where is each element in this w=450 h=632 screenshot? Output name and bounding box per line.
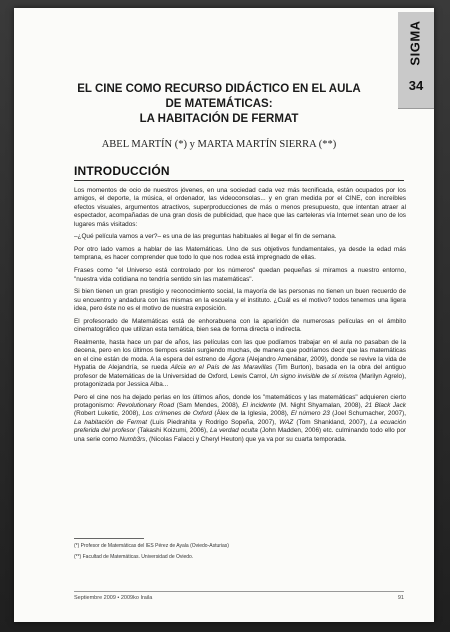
- page-number: 91: [397, 595, 404, 601]
- paragraph-text: (Sam Mendes, 2008),: [174, 402, 243, 410]
- paragraph-text: (Takashi Koizumi, 2006),: [135, 427, 210, 435]
- film-title: Revolutionary Road: [117, 402, 175, 410]
- film-title: La verdad oculta: [209, 427, 258, 435]
- film-title: WAZ: [279, 418, 294, 426]
- article-title-line: EL CINE COMO RECURSO DIDÁCTICO EN EL AULA: [77, 83, 361, 95]
- document-page: [14, 8, 434, 622]
- article-title: [74, 82, 364, 127]
- body-paragraph: [74, 233, 406, 241]
- film-title: Numb3rs: [119, 435, 146, 443]
- paragraph-text: (Robert Luketic, 2008),: [74, 410, 143, 418]
- paragraph-text: Frases como "el Universo está controlado por los números" quedan pequeñas si miramos a nuestro entorno, "nuestra vida cotidiana no tendría sentido sin las matemáticas".: [74, 267, 406, 283]
- body-paragraph: [74, 394, 406, 444]
- paragraph-text: Por otro lado vamos a hablar de las Matemáticas. Uno de sus objetivos fundamentales, ya desde la edad más temprana, es hacer comprender que todo lo que nos rodea está impregnado de ellas.: [74, 246, 406, 262]
- body-paragraph: [74, 288, 406, 313]
- film-title: Los crímenes de Oxford: [142, 410, 213, 418]
- paragraph-text: (Tom Shankland, 2007),: [293, 418, 371, 426]
- section-heading: INTRODUCCIÓN: [74, 164, 170, 178]
- film-title: Alicia en el País de las Maravillas: [170, 364, 273, 372]
- footer-rule: [74, 591, 404, 592]
- paragraph-text: (Alejandro Amenábar, 2009), donde se revive la vida de Hypatia de Alejandría, se rueda: [74, 355, 406, 372]
- film-title: La habitación de Fermat: [74, 418, 148, 426]
- paragraph-text: El profesorado de Matemáticas está de enhorabuena con la aparición de numerosas películas en el ámbito cinematográfico que utilizan esta temática, bien sea de forma directa o indirecta.: [74, 317, 406, 334]
- body-paragraph: [74, 187, 406, 229]
- article-title-line: DE MATEMÁTICAS:: [165, 98, 273, 110]
- article-title-line: LA HABITACIÓN DE FERMAT: [139, 113, 299, 125]
- paragraph-text: (Marilyn Agrelo), protagonizada por Jessica Alba...: [74, 372, 406, 388]
- sigma-tab-word: SIGMA: [407, 20, 423, 66]
- paragraph-text: –¿Qué película vamos a ver?– es una de las preguntas habituales al llegar el fin de semana.: [74, 233, 337, 241]
- paragraph-text: (John Madden, 2006) etc. culminando todo ello por una serie como: [74, 427, 406, 443]
- body-paragraph: [74, 267, 406, 284]
- film-title: La ecuación preferida del profesor: [74, 418, 407, 435]
- paragraph-text: (Joel Schumacher, 2007),: [329, 410, 407, 418]
- heading-rule: [74, 180, 404, 181]
- paragraph-text: Pero el cine nos ha dejado perlas en los últimos años, donde los "matemáticos y las matemáticas" adquieren cierto protagonismo:: [74, 393, 406, 410]
- paragraph-text: Si bien tienen un gran prestigio y reconocimiento social, la mayoría de las personas no tienen un buen recuerdo de su encuentro y andadura con las mismas en la escuela y el instituto. ¿Cuál es el motivo? todos tenemos una ligera idea, pero éste no es el motivo de nuestra exposición.: [74, 288, 406, 313]
- paragraph-text: (Álex de la Iglesia, 2008),: [212, 410, 291, 418]
- paragraph-text: Realmente, hasta hace un par de años, las películas con las que podíamos trabajar en el aula no pasaban de la decena, pero en los últimos tiempos están surgiendo muchas, de manera que podríamos decir que las matemáticas en el cine están de moda. A la espera del estreno de: [74, 338, 406, 363]
- film-title: Un signo invisible de sí misma: [270, 372, 358, 380]
- paragraph-text: (Tim Burton), basada en la obra del antiguo profesor de Matemáticas de la Universidad de Oxford, Lewis Carrol,: [74, 364, 406, 380]
- article-body: [74, 187, 406, 448]
- film-title: El incidente: [242, 402, 277, 410]
- paragraph-text: Los momentos de ocio de nuestros jóvenes, en una sociedad cada vez más tecnificada, están ocupados por los amigos, el deporte, la música, el ordenador, las videoconsolas... y en gran medida por el CINE, con increíbles efectos visuales, argumentos atractivos, superproducciones de más o menos presupuesto, que intentan atraer al espectador, acompañadas de una gran dosis de publicidad, que hace que las carteleras vía Internet sean uno de los lugares más visitados:: [74, 187, 406, 228]
- sigma-tab-number: 34: [408, 78, 424, 93]
- body-paragraph: [74, 318, 406, 335]
- footnote: (**) Facultad de Matemáticas. Universidad de Oviedo.: [74, 554, 194, 560]
- body-paragraph: [74, 339, 406, 389]
- footnote-rule: [74, 538, 144, 539]
- footer-date: Septiembre 2009 • 2009ko Iraila: [74, 595, 153, 601]
- paragraph-text: , (Nicolas Falacci y Cheryl Heuton) que ya va por su cuarta temporada.: [145, 435, 347, 443]
- paragraph-text: (M. Night Shyamalan, 2008),: [276, 402, 365, 410]
- authors: ABEL MARTÍN (*) y MARTA MARTÍN SIERRA (**): [101, 139, 337, 150]
- film-title: El número 23: [290, 410, 330, 418]
- film-title: 21 Black Jack: [364, 402, 406, 410]
- film-title: Ágora: [227, 355, 245, 363]
- body-paragraph: [74, 246, 406, 263]
- paragraph-text: (Luis Piedrahita y Rodrigo Sopeña, 2007),: [147, 418, 280, 426]
- footnote: (*) Profesor de Matemáticas del IES Pérez de Ayala (Oviedo-Asturias): [74, 543, 229, 549]
- footnotes: [74, 543, 404, 565]
